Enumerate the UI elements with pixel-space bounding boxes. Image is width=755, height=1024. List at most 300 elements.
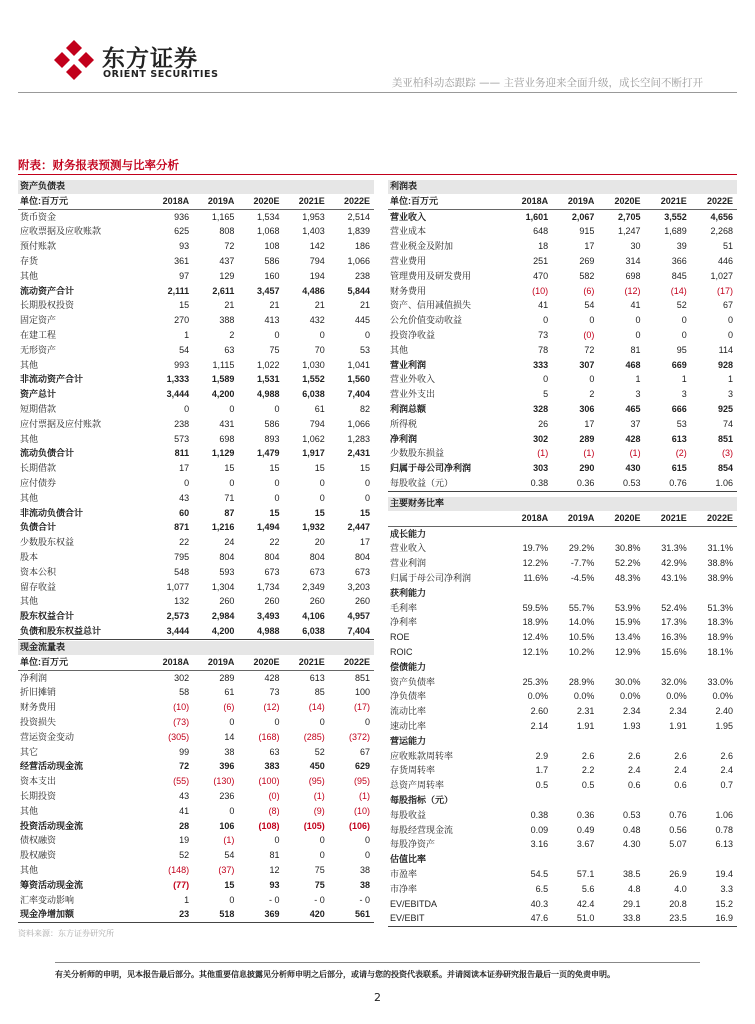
row-value: 0 [274, 329, 280, 340]
row-label: 速动比率 [390, 720, 427, 731]
row-label: 资本公积 [20, 566, 57, 577]
row-value: 0 [319, 716, 325, 727]
row-value: 38.9% [707, 572, 733, 583]
year-header: 2020E [598, 194, 644, 209]
row-value: 15 [269, 507, 280, 518]
row-value: 97 [179, 270, 190, 281]
row-value: 238 [174, 418, 190, 429]
row-value: 75 [314, 864, 325, 875]
row-label: 净利润 [390, 433, 418, 444]
row-value: (0) [268, 790, 280, 801]
row-value: (148) [168, 864, 190, 875]
row-value [598, 734, 644, 749]
row-value: 1.91 [669, 720, 687, 731]
table-header-row [18, 194, 374, 209]
row-value: 38 [224, 746, 235, 757]
row-value: -4.5% [570, 572, 595, 583]
row-value: 383 [264, 761, 280, 772]
table-row [18, 520, 374, 535]
row-value: 63 [269, 746, 280, 757]
table-row [18, 907, 374, 922]
table-row [18, 402, 374, 417]
row-value: 0 [229, 716, 235, 727]
row-value: 2,447 [347, 522, 370, 533]
year-header: 2021E [645, 511, 691, 526]
row-value: 17.3% [661, 617, 687, 628]
row-label: 少数股东损益 [390, 448, 445, 459]
row-value: 21 [359, 300, 370, 311]
row-value [552, 586, 598, 601]
row-value: 0.56 [669, 824, 687, 835]
row-label: 存货周转率 [390, 765, 436, 776]
row-label: 财务费用 [390, 285, 427, 296]
row-value: 38 [359, 879, 370, 890]
table-row [18, 580, 374, 595]
row-value: 420 [284, 907, 329, 922]
row-value: 238 [354, 270, 370, 281]
row-value: 3.67 [576, 839, 595, 850]
row-value: 99 [179, 746, 190, 757]
table-row [388, 402, 737, 417]
row-value: 2,431 [347, 448, 370, 459]
row-label: 营业成本 [390, 226, 427, 237]
row-value: 3 [681, 389, 687, 400]
table-row [18, 387, 374, 402]
table-row [18, 224, 374, 239]
row-label: 流动负债合计 [20, 448, 75, 459]
row-value: 450 [309, 761, 325, 772]
table-row [18, 745, 374, 760]
row-value: (37) [218, 864, 235, 875]
row-value: 7,404 [329, 624, 374, 639]
row-value [691, 526, 737, 541]
row-value: 586 [264, 255, 280, 266]
row-value: 430 [625, 463, 641, 474]
row-value: 52 [314, 746, 325, 757]
row-value: 0 [727, 329, 733, 340]
row-value: 22 [269, 537, 280, 548]
row-label: 应付票据及应付账款 [20, 418, 102, 429]
row-value [691, 734, 737, 749]
row-value: (108) [258, 820, 280, 831]
row-value: 0 [681, 329, 687, 340]
row-value: 1.91 [576, 720, 595, 731]
row-value: 4,486 [302, 285, 325, 296]
row-value: 15 [359, 463, 370, 474]
row-value: 794 [309, 418, 325, 429]
table-row [388, 867, 737, 882]
row-value: (12) [263, 702, 280, 713]
row-value: 18.9% [707, 632, 733, 643]
row-value: 2.4 [628, 765, 641, 776]
table-row [18, 313, 374, 328]
row-value: 0.76 [645, 476, 691, 491]
row-value [506, 526, 552, 541]
row-value: 51.3% [707, 602, 733, 613]
row-value: 2.40 [715, 706, 733, 717]
row-value: 54.5 [530, 868, 549, 879]
row-value [645, 852, 691, 867]
row-value: 1,734 [257, 581, 280, 592]
row-label: 股东权益合计 [20, 611, 75, 622]
row-value: 290 [579, 463, 595, 474]
table-row [18, 446, 374, 461]
row-value [552, 793, 598, 808]
row-value: 5.6 [581, 883, 595, 894]
row-value: 1 [184, 894, 190, 905]
row-value: 23 [148, 907, 193, 922]
row-label: 股权融资 [20, 850, 57, 861]
cash-flow-table [18, 641, 374, 923]
row-value: (6) [583, 285, 595, 296]
table-row [388, 209, 737, 224]
row-value: 1,247 [618, 226, 641, 237]
row-value: 132 [174, 596, 190, 607]
row-label: 营业费用 [390, 255, 427, 266]
row-value: 673 [309, 566, 325, 577]
row-value: (12) [624, 285, 641, 296]
row-value: 4,106 [302, 611, 325, 622]
row-value: 73 [269, 687, 280, 698]
row-value: 2.34 [669, 706, 687, 717]
row-value: 428 [264, 672, 280, 683]
row-value: 1,165 [211, 211, 235, 222]
row-value: 2,984 [211, 611, 235, 622]
row-label: 其他 [20, 864, 39, 875]
row-value: 3,444 [166, 389, 190, 400]
row-label: 折旧摊销 [20, 687, 57, 698]
row-value: 16.9 [691, 911, 737, 926]
disclaimer-text: 有关分析师的申明，见本报告最后部分。其他重要信息披露见分析师申明之后部分，或请与您的投资代表联系。并请阅读本证券研究报告最后一页的免责申明。 [55, 970, 615, 979]
row-value: (73) [173, 716, 190, 727]
row-value: 14.0% [568, 617, 595, 628]
table-row [388, 328, 737, 343]
table-title-row [388, 180, 737, 194]
table-row [18, 833, 374, 848]
row-label: 营业利润 [390, 359, 427, 370]
row-value: 0 [319, 492, 325, 503]
table-row [18, 372, 374, 387]
table-row [388, 476, 737, 491]
year-header: 2022E [691, 511, 737, 526]
row-value: 936 [174, 211, 190, 222]
row-value: 698 [219, 433, 235, 444]
table-row [388, 586, 737, 601]
table-row [18, 685, 374, 700]
row-label: 投资损失 [20, 716, 57, 727]
table-title: 现金流量表 [18, 641, 374, 655]
row-value: 260 [309, 596, 325, 607]
header-spacer-cell [388, 511, 506, 526]
row-value: 73 [538, 329, 549, 340]
row-value: 18.9% [522, 617, 549, 628]
row-value: 1,022 [257, 359, 280, 370]
row-label: 净负债率 [390, 691, 427, 702]
row-value: 75 [269, 344, 280, 355]
row-label: 每股经营现金流 [390, 824, 454, 835]
row-label: 营业外支出 [390, 389, 436, 400]
row-label: 长期投资 [20, 790, 57, 801]
row-value: 21 [269, 300, 280, 311]
table-row [18, 358, 374, 373]
row-value: 5,844 [347, 285, 370, 296]
table-row [388, 793, 737, 808]
row-value: 21 [314, 300, 325, 311]
row-value: 413 [264, 315, 280, 326]
row-value: (6) [223, 702, 235, 713]
row-value: 432 [309, 315, 325, 326]
table-row [388, 808, 737, 823]
year-header: 2019A [193, 655, 238, 670]
row-value: 11.6% [523, 572, 549, 583]
table-header-row [388, 511, 737, 526]
row-value: 6.5 [535, 883, 549, 894]
row-value: 4,957 [347, 611, 370, 622]
row-value: 17 [359, 537, 370, 548]
row-value: (168) [258, 731, 280, 742]
row-value: 915 [579, 226, 595, 237]
row-value: 72 [584, 344, 595, 355]
row-value: 0.0% [712, 691, 733, 702]
row-value: 613 [309, 672, 325, 683]
row-value: 1,403 [302, 226, 325, 237]
row-value [645, 793, 691, 808]
row-label: 公允价值变动收益 [390, 315, 463, 326]
row-value: 468 [625, 359, 641, 370]
row-value: 18.1% [707, 646, 733, 657]
row-value: 106 [219, 820, 235, 831]
row-value: 18.3% [707, 617, 733, 628]
row-value: 0 [364, 850, 370, 861]
row-label: EV/EBIT [388, 911, 506, 926]
year-header: 2020E [598, 511, 644, 526]
row-value: 428 [625, 433, 641, 444]
table-title: 利润表 [388, 180, 737, 194]
table-row [18, 609, 374, 624]
row-value: 15 [314, 507, 325, 518]
row-value: 15 [269, 463, 280, 474]
row-value: 47.6 [506, 911, 552, 926]
table-row [388, 911, 737, 926]
year-header: 2021E [284, 194, 329, 209]
row-value: 1.95 [715, 720, 733, 731]
row-value: 1,531 [257, 374, 280, 385]
row-label: 市盈率 [390, 868, 418, 879]
row-value: 41 [538, 300, 549, 311]
table-row [388, 660, 737, 675]
row-value [598, 526, 644, 541]
row-value: 851 [717, 433, 733, 444]
table-row [18, 893, 374, 908]
row-value: 0 [184, 403, 190, 414]
row-value: 673 [264, 566, 280, 577]
row-value: 625 [174, 226, 190, 237]
table-row [18, 848, 374, 863]
row-value: 1,589 [211, 374, 235, 385]
row-value: (1) [629, 448, 641, 459]
row-value: 15 [224, 879, 235, 890]
row-value: (0) [583, 329, 595, 340]
row-value: 43.1% [661, 572, 687, 583]
row-value: 71 [224, 492, 235, 503]
row-value: 60 [179, 507, 190, 518]
row-label: 应付债券 [20, 477, 57, 488]
row-value: (10) [173, 702, 190, 713]
row-value: 794 [309, 255, 325, 266]
row-value: 17 [179, 463, 190, 474]
table-row [18, 878, 374, 893]
year-header: 2021E [284, 655, 329, 670]
row-value: 38.8% [707, 558, 733, 569]
table-row [388, 298, 737, 313]
row-value: 1,027 [710, 270, 733, 281]
row-value: 0.38 [506, 476, 552, 491]
row-value: 0 [274, 477, 280, 488]
table-header-row [388, 194, 737, 209]
row-value: 0.6 [628, 780, 641, 791]
row-value [552, 852, 598, 867]
row-value [645, 526, 691, 541]
row-value: 19.7% [522, 543, 549, 554]
row-value: 396 [219, 761, 235, 772]
row-value [506, 734, 552, 749]
row-value: 893 [264, 433, 280, 444]
table-row [388, 823, 737, 838]
row-label: 获利能力 [390, 587, 427, 598]
row-value: 2,067 [571, 211, 595, 222]
row-value: 1,552 [302, 374, 325, 385]
row-label: ROE [390, 632, 410, 643]
row-value: 307 [579, 359, 595, 370]
row-value: 0.78 [715, 824, 733, 835]
row-value: (77) [173, 879, 190, 890]
row-value: 0.5 [535, 780, 549, 791]
table-row [388, 526, 737, 541]
row-value: 0 [543, 374, 549, 385]
row-label: 营业外收入 [390, 374, 436, 385]
row-value: 1 [635, 374, 641, 385]
row-value: (305) [168, 731, 190, 742]
row-value: 0 [319, 835, 325, 846]
row-label: 利润总额 [390, 403, 427, 414]
row-value: 23.5 [645, 911, 691, 926]
row-value: 63 [224, 344, 235, 355]
row-value: 1,030 [302, 359, 325, 370]
row-value: 41 [179, 805, 190, 816]
row-value: 431 [219, 418, 235, 429]
row-value: 18 [538, 241, 549, 252]
row-value: 0.53 [623, 809, 641, 820]
row-value: 0.6 [674, 780, 687, 791]
row-value: 129 [219, 270, 235, 281]
row-value: 2.4 [720, 765, 733, 776]
row-value: 2.14 [530, 720, 549, 731]
table-header-row [18, 655, 374, 670]
row-value: 3.16 [530, 839, 549, 850]
row-value: 6,038 [284, 624, 329, 639]
row-value: 12 [269, 864, 280, 875]
table-row [388, 446, 737, 461]
row-value: 2.60 [530, 706, 549, 717]
header-divider [18, 92, 737, 93]
table-row [388, 689, 737, 704]
row-value: (14) [308, 702, 325, 713]
table-row [18, 624, 374, 639]
table-title: 主要财务比率 [388, 497, 737, 511]
row-value: (130) [213, 776, 235, 787]
row-value [552, 526, 598, 541]
row-label: 每股指标（元） [390, 794, 454, 805]
row-value: 260 [264, 596, 280, 607]
row-label: 股本 [20, 551, 39, 562]
row-value: 0 [274, 835, 280, 846]
row-label: EV/EBITDA [390, 898, 438, 909]
row-value [506, 586, 552, 601]
row-value: 0 [319, 477, 325, 488]
row-label: 营业收入 [390, 543, 427, 554]
row-value: 1,560 [347, 374, 370, 385]
year-header: 2022E [329, 655, 374, 670]
row-label: 归属于母公司净利润 [390, 572, 472, 583]
row-value: 1,333 [166, 374, 190, 385]
table-row [18, 670, 374, 685]
row-value: (8) [268, 805, 280, 816]
table-title-row [18, 180, 374, 194]
unit-label: 单位:百万元 [388, 194, 506, 209]
row-value: 4.30 [623, 839, 641, 850]
table-title-row [18, 641, 374, 655]
row-value: 2.6 [720, 750, 733, 761]
unit-label: 单位:百万元 [18, 194, 148, 209]
year-header: 2018A [506, 511, 552, 526]
row-value: 1,068 [257, 226, 280, 237]
row-value: 0.09 [530, 824, 549, 835]
row-value: 1 [184, 329, 190, 340]
table-row [18, 565, 374, 580]
row-label: 营业利润 [390, 558, 427, 569]
row-label: 估值比率 [390, 854, 427, 865]
table-title: 资产负债表 [18, 180, 374, 194]
row-value: 260 [219, 596, 235, 607]
row-value: 2.2 [581, 765, 595, 776]
row-value: 811 [174, 448, 190, 459]
row-label: 营运资金变动 [20, 731, 75, 742]
row-label: 每股净资产 [390, 839, 436, 850]
row-value: 845 [671, 270, 687, 281]
row-value: 61 [314, 403, 325, 414]
table-row [388, 897, 737, 912]
row-value: (17) [716, 285, 733, 296]
year-header: 2018A [148, 194, 193, 209]
row-value: 81 [630, 344, 641, 355]
row-value: 0 [681, 315, 687, 326]
row-label: 每股收益 [390, 809, 427, 820]
row-value: 70 [314, 344, 325, 355]
row-value: 804 [309, 551, 325, 562]
row-value: 0.36 [552, 476, 598, 491]
source-note: 资料来源：东方证券研究所 [18, 929, 114, 938]
row-value: 2.6 [581, 750, 595, 761]
section-divider [18, 174, 737, 175]
balance-sheet-table [18, 180, 374, 640]
row-value: 22 [179, 537, 190, 548]
row-label: 资产、信用减值损失 [390, 300, 472, 311]
row-value: 1.06 [691, 476, 737, 491]
table-row [18, 535, 374, 550]
row-value: 0.7 [720, 780, 733, 791]
row-value: 1,216 [211, 522, 235, 533]
row-value: 4.0 [674, 883, 687, 894]
